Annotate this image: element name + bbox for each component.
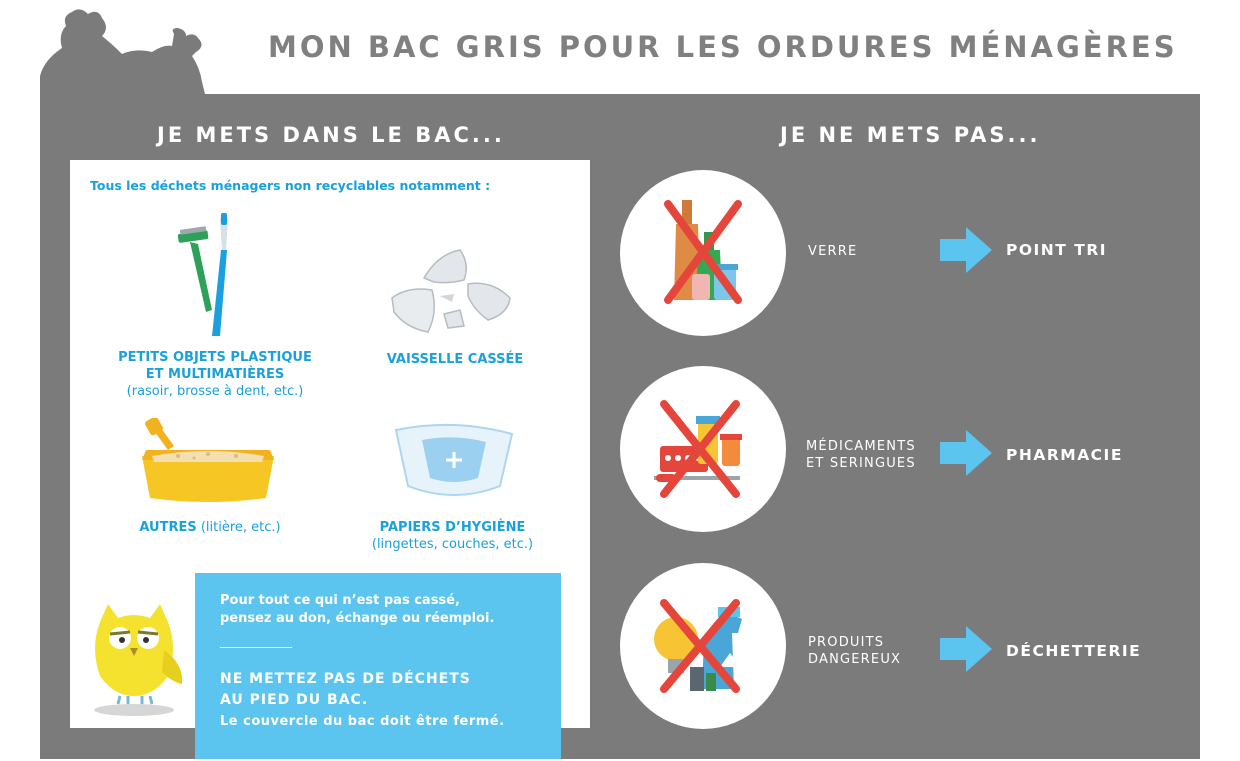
- page-title: MON BAC GRIS POUR LES ORDURES MÉNAGÈRES: [268, 30, 1178, 64]
- item-plastic-title-1: PETITS OBJETS PLASTIQUE: [118, 350, 312, 365]
- tip-warning: [220, 669, 471, 711]
- red-cross-icon: [620, 366, 786, 532]
- tip-warning-line-1: NE METTEZ PAS DE DÉCHETS: [220, 671, 471, 687]
- tip-divider: [220, 647, 292, 648]
- item-hygiene-title: PAPIERS D’HYGIÈNE: [379, 520, 526, 535]
- owl-mascot-icon: [84, 600, 194, 720]
- item-other-detail: (litière, etc.): [200, 520, 281, 535]
- item-dishes-title: VAISSELLE CASSÉE: [386, 352, 524, 367]
- destination-point-tri: POINT TRI: [1006, 241, 1108, 259]
- trash-bags-icon: [40, 4, 240, 104]
- exclude-label-medicines-line-1: MÉDICAMENTS: [806, 439, 916, 454]
- item-other: [100, 519, 320, 536]
- hazardous-circle: [620, 563, 786, 729]
- tip-line-1: Pour tout ce qui n’est pas cassé,: [220, 593, 460, 608]
- tip-line-2: pensez au don, échange ou réemploi.: [220, 611, 495, 626]
- exclude-label-hazardous-line-2: DANGEREUX: [808, 652, 902, 667]
- destination-dechetterie: DÉCHETTERIE: [1006, 642, 1142, 660]
- exclude-heading: JE NE METS PAS...: [780, 123, 1041, 147]
- exclude-label-hazardous: [808, 634, 901, 668]
- arrow-right-icon: [940, 227, 992, 273]
- diaper-icon: [390, 420, 520, 510]
- arrow-right-icon: [940, 430, 992, 476]
- include-heading: JE METS DANS LE BAC...: [157, 123, 505, 147]
- destination-pharmacie: PHARMACIE: [1006, 446, 1123, 464]
- arrow-right-icon: [940, 626, 992, 672]
- item-plastic-detail: (rasoir, brosse à dent, etc.): [126, 384, 304, 399]
- item-hygiene-detail: (lingettes, couches, etc.): [371, 537, 534, 552]
- exclude-label-medicines-line-2: ET SERINGUES: [806, 456, 916, 471]
- exclude-label-medicines: [806, 438, 916, 472]
- include-intro: Tous les déchets ménagers non recyclables notamment :: [90, 178, 491, 193]
- red-cross-icon: [620, 170, 786, 336]
- litter-box-icon: [138, 418, 278, 508]
- razor-toothbrush-icon: [168, 210, 248, 345]
- exclude-label-glass: [808, 243, 857, 260]
- glass-circle: [620, 170, 786, 336]
- tip-warning-line-2: AU PIED DU BAC.: [220, 692, 369, 708]
- item-plastic: [95, 349, 335, 400]
- tip-text: [220, 592, 494, 628]
- tip-box: [195, 573, 561, 759]
- red-cross-icon: [620, 563, 786, 729]
- item-hygiene: [345, 519, 560, 553]
- item-plastic-title-2: ET MULTIMATIÈRES: [145, 367, 285, 382]
- tip-lid-note: Le couvercle du bac doit être fermé.: [220, 714, 505, 729]
- item-other-title: AUTRES: [139, 520, 197, 535]
- exclude-label-glass-line-1: VERRE: [808, 244, 858, 259]
- medicines-circle: [620, 366, 786, 532]
- broken-dishes-icon: [388, 240, 518, 340]
- item-dishes: [355, 351, 555, 368]
- exclude-label-hazardous-line-1: PRODUITS: [808, 635, 885, 650]
